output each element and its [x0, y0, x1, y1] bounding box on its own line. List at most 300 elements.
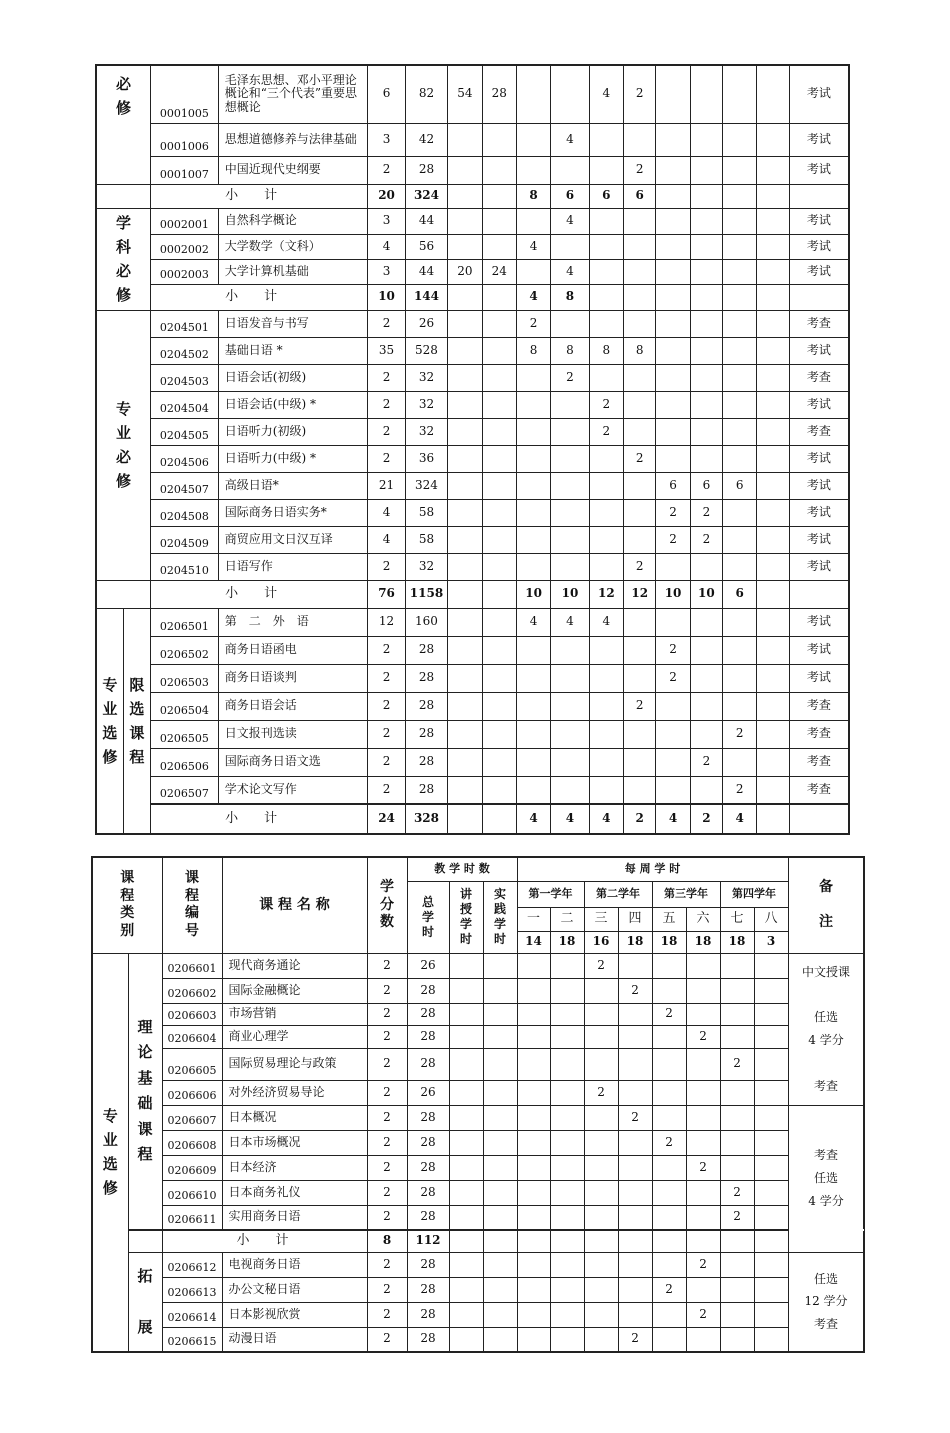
- category-label: 专 业 选 修: [92, 953, 128, 1352]
- cell-lecture: [448, 748, 482, 776]
- assessment-type: 考试: [789, 156, 849, 184]
- cell-lecture: [448, 664, 482, 692]
- cell-w5: 2: [656, 499, 690, 526]
- cell-w8: [754, 1205, 788, 1230]
- cell-total: 82: [405, 65, 447, 123]
- cell-w1: [517, 1302, 550, 1327]
- cell-lecture: [449, 953, 483, 978]
- category-label: 专 业 选 修: [96, 608, 123, 834]
- cell-w5: [656, 553, 690, 580]
- header-lecture: 讲 授 学 时: [449, 881, 483, 953]
- cell-total: 32: [405, 364, 447, 391]
- cell-w4: 2: [624, 156, 656, 184]
- cell-credit: 2: [367, 1025, 407, 1048]
- cell-w7: [723, 748, 757, 776]
- cell-w2: [551, 418, 589, 445]
- cell-w5: [656, 234, 690, 259]
- cell-total: 26: [405, 310, 447, 337]
- cell-w5: [656, 364, 690, 391]
- course-code: 0206608: [162, 1130, 222, 1155]
- cell-w4: [624, 234, 656, 259]
- subtotal-w6: 2: [690, 804, 722, 834]
- subtotal-w1: 8: [516, 184, 550, 208]
- header-year: 第三学年: [652, 881, 720, 907]
- cell-w4: 2: [618, 1105, 652, 1130]
- subtotal-empty: [550, 1230, 584, 1252]
- cell-lecture: [448, 445, 482, 472]
- subtotal-w7: [723, 184, 757, 208]
- cell-w7: [720, 1130, 754, 1155]
- cell-w4: [624, 776, 656, 804]
- cell-credit: 2: [367, 978, 407, 1003]
- cell-practice: [483, 1205, 517, 1230]
- cell-w2: [550, 1155, 584, 1180]
- subtotal-empty: [618, 1230, 652, 1252]
- subcategory-label: 理 论 基 础 课 程: [128, 953, 162, 1230]
- cell-w7: [723, 526, 757, 553]
- cell-w7: [723, 664, 757, 692]
- cell-w8: [754, 1252, 788, 1277]
- subtotal-w3: [589, 284, 623, 310]
- cell-w5: [656, 259, 690, 284]
- header-year: 第四学年: [720, 881, 788, 907]
- cell-w3: [589, 636, 623, 664]
- cell-practice: [483, 1155, 517, 1180]
- cell-w8: [757, 526, 789, 553]
- cell-w8: [757, 337, 789, 364]
- cell-w1: [516, 748, 550, 776]
- cell-credit: 21: [368, 472, 405, 499]
- header-total: 总 学 时: [407, 881, 449, 953]
- subtotal-total: 328: [405, 804, 447, 834]
- course-code: 0204510: [151, 553, 219, 580]
- cell-practice: [482, 472, 516, 499]
- header-weeks: 18: [720, 931, 754, 953]
- subtotal-w2: 4: [551, 804, 589, 834]
- header-weeks: 14: [517, 931, 550, 953]
- cell-w6: [690, 391, 722, 418]
- cell-w6: [690, 418, 722, 445]
- cell-w5: [652, 1302, 686, 1327]
- subtotal-row: [96, 580, 849, 608]
- cell-w8: [757, 310, 789, 337]
- subtotal-w5: [656, 184, 690, 208]
- cell-w1: [516, 418, 550, 445]
- subcategory-blank: [128, 1230, 162, 1252]
- cell-w2: 4: [551, 208, 589, 234]
- course-row: [92, 1180, 864, 1205]
- subtotal-lecture: [448, 804, 482, 834]
- cell-w7: [723, 156, 757, 184]
- subtotal-w8: [757, 284, 789, 310]
- cell-w1: [517, 1003, 550, 1025]
- cell-w2: [551, 310, 589, 337]
- cell-credit: 6: [368, 65, 405, 123]
- cell-lecture: [448, 337, 482, 364]
- course-name: 日语听力(中级) *: [218, 445, 368, 472]
- course-name: 第 二 外 语: [218, 608, 368, 636]
- cell-w3: [589, 445, 623, 472]
- category-blank: [96, 184, 151, 208]
- cell-w8: [754, 978, 788, 1003]
- assessment-type: 考试: [789, 445, 849, 472]
- subcategory-label: 拓 展: [128, 1252, 162, 1352]
- course-name: 市场营销: [222, 1003, 367, 1025]
- course-code: 0206610: [162, 1180, 222, 1205]
- cell-practice: [482, 499, 516, 526]
- cell-total: 28: [407, 1252, 449, 1277]
- cell-w3: [584, 1105, 618, 1130]
- cell-w8: [757, 123, 789, 156]
- cell-w7: 6: [723, 472, 757, 499]
- cell-w8: [754, 1130, 788, 1155]
- cell-total: 28: [405, 720, 447, 748]
- cell-w6: [686, 1105, 720, 1130]
- course-code: 0206603: [162, 1003, 222, 1025]
- category-label: 专 业 必 修: [96, 310, 151, 580]
- subtotal-w3: 4: [589, 804, 623, 834]
- assessment-type: 考查: [789, 692, 849, 720]
- course-code: 0002001: [151, 208, 219, 234]
- cell-w5: 6: [656, 472, 690, 499]
- subtotal-empty: [652, 1230, 686, 1252]
- cell-w7: [720, 1025, 754, 1048]
- course-row: [92, 1205, 864, 1230]
- cell-total: 36: [405, 445, 447, 472]
- cell-w3: [589, 364, 623, 391]
- course-row: [92, 1277, 864, 1302]
- cell-w6: [690, 692, 722, 720]
- cell-lecture: [448, 364, 482, 391]
- cell-w2: [550, 1105, 584, 1130]
- cell-w6: [690, 123, 722, 156]
- cell-w7: [723, 234, 757, 259]
- cell-w1: 4: [516, 234, 550, 259]
- course-name: 商业心理学: [222, 1025, 367, 1048]
- cell-total: 26: [407, 1080, 449, 1105]
- cell-w3: [584, 1252, 618, 1277]
- cell-credit: 2: [368, 156, 405, 184]
- subtotal-w2: 6: [551, 184, 589, 208]
- cell-w5: [652, 1048, 686, 1080]
- course-code: 0204509: [151, 526, 219, 553]
- cell-w7: [723, 337, 757, 364]
- cell-w6: [686, 953, 720, 978]
- header-term: 一: [517, 907, 550, 931]
- cell-w4: [624, 472, 656, 499]
- cell-w3: 2: [589, 391, 623, 418]
- course-row: [96, 337, 849, 364]
- cell-lecture: [449, 978, 483, 1003]
- cell-w8: [757, 234, 789, 259]
- subtotal-w8: [757, 804, 789, 834]
- subtotal-credit: 20: [368, 184, 405, 208]
- cell-w3: [589, 310, 623, 337]
- cell-w1: [516, 65, 550, 123]
- cell-w6: [690, 608, 722, 636]
- cell-w2: [551, 692, 589, 720]
- course-row: [96, 692, 849, 720]
- cell-practice: [482, 692, 516, 720]
- course-code: 0204507: [151, 472, 219, 499]
- cell-credit: 2: [367, 1277, 407, 1302]
- cell-lecture: [449, 1205, 483, 1230]
- cell-practice: [482, 310, 516, 337]
- subtotal-credit: 24: [368, 804, 405, 834]
- course-row: [92, 1155, 864, 1180]
- cell-w1: [516, 776, 550, 804]
- cell-total: 28: [407, 1048, 449, 1080]
- cell-w5: [656, 720, 690, 748]
- cell-lecture: [448, 553, 482, 580]
- assessment-type: 考试: [789, 664, 849, 692]
- cell-w3: [584, 1277, 618, 1302]
- cell-w8: [757, 445, 789, 472]
- cell-credit: 2: [368, 664, 405, 692]
- cell-total: 26: [407, 953, 449, 978]
- subtotal-w6: [690, 184, 722, 208]
- course-code: 0206601: [162, 953, 222, 978]
- header-category: 课 程 类 别: [92, 857, 162, 953]
- cell-w2: [550, 953, 584, 978]
- cell-w4: [624, 720, 656, 748]
- cell-w2: [550, 1130, 584, 1155]
- cell-w4: [624, 208, 656, 234]
- course-code: 0206612: [162, 1252, 222, 1277]
- cell-w5: [656, 65, 690, 123]
- course-row: [92, 1327, 864, 1352]
- cell-w4: [618, 1205, 652, 1230]
- cell-w6: 6: [690, 472, 722, 499]
- cell-w7: [720, 1105, 754, 1130]
- subtotal-w6: [690, 284, 722, 310]
- note-cell: 考查 任选 4 学分: [788, 1105, 864, 1252]
- cell-credit: 3: [368, 259, 405, 284]
- course-row: [96, 748, 849, 776]
- cell-w5: 2: [652, 1130, 686, 1155]
- cell-w3: [589, 748, 623, 776]
- cell-w6: 2: [686, 1252, 720, 1277]
- cell-w7: [723, 208, 757, 234]
- assessment-type: 考试: [789, 553, 849, 580]
- cell-w1: [516, 664, 550, 692]
- course-row: [96, 364, 849, 391]
- cell-w6: [686, 1327, 720, 1352]
- subtotal-w2: 8: [551, 284, 589, 310]
- subtotal-w2: 10: [551, 580, 589, 608]
- cell-lecture: [449, 1277, 483, 1302]
- cell-practice: [482, 636, 516, 664]
- subtotal-w4: [624, 284, 656, 310]
- course-row: [96, 472, 849, 499]
- cell-w8: [757, 748, 789, 776]
- cell-w5: 2: [652, 1003, 686, 1025]
- cell-w7: [720, 1277, 754, 1302]
- cell-w1: 2: [516, 310, 550, 337]
- course-row: [96, 234, 849, 259]
- course-name: 日本影视欣赏: [222, 1302, 367, 1327]
- header-term: 四: [618, 907, 652, 931]
- cell-w4: [624, 391, 656, 418]
- course-name: 高级日语*: [218, 472, 368, 499]
- cell-w2: 2: [551, 364, 589, 391]
- assessment-type: 考试: [789, 636, 849, 664]
- cell-w2: [550, 1080, 584, 1105]
- cell-w5: [656, 692, 690, 720]
- course-row: [96, 208, 849, 234]
- cell-w4: [624, 636, 656, 664]
- assessment-type: 考查: [789, 310, 849, 337]
- cell-lecture: [449, 1048, 483, 1080]
- cell-lecture: [448, 310, 482, 337]
- cell-lecture: [449, 1180, 483, 1205]
- course-code: 0206502: [151, 636, 219, 664]
- cell-credit: 2: [368, 391, 405, 418]
- cell-w2: [550, 1205, 584, 1230]
- cell-w8: [757, 720, 789, 748]
- course-name: 国际商务日语实务*: [218, 499, 368, 526]
- cell-w7: [723, 418, 757, 445]
- cell-w3: [589, 692, 623, 720]
- cell-practice: [483, 1105, 517, 1130]
- cell-w4: [624, 418, 656, 445]
- cell-practice: [483, 1277, 517, 1302]
- cell-w5: [652, 1080, 686, 1105]
- course-row: [92, 1302, 864, 1327]
- cell-w7: [720, 953, 754, 978]
- subtotal-w7: [723, 284, 757, 310]
- cell-w6: [690, 445, 722, 472]
- cell-w6: [690, 720, 722, 748]
- cell-w3: [589, 208, 623, 234]
- cell-w1: [516, 692, 550, 720]
- cell-credit: 2: [368, 310, 405, 337]
- cell-w8: [754, 1003, 788, 1025]
- cell-lecture: [449, 1252, 483, 1277]
- subtotal-w1: 4: [516, 804, 550, 834]
- course-code: 0204504: [151, 391, 219, 418]
- course-code: 0206501: [151, 608, 219, 636]
- course-row: [96, 65, 849, 123]
- cell-total: 28: [407, 1105, 449, 1130]
- category-blank: [96, 580, 151, 608]
- course-code: 0001006: [151, 123, 219, 156]
- cell-w4: [618, 1048, 652, 1080]
- cell-lecture: [448, 692, 482, 720]
- subtotal-w7: 6: [723, 580, 757, 608]
- cell-w6: [686, 1080, 720, 1105]
- course-code: 0206611: [162, 1205, 222, 1230]
- cell-w2: [550, 1025, 584, 1048]
- cell-credit: 2: [367, 1080, 407, 1105]
- cell-w4: [618, 1252, 652, 1277]
- cell-total: 28: [407, 1180, 449, 1205]
- course-row: [92, 1048, 864, 1080]
- cell-w7: [723, 692, 757, 720]
- cell-w3: [584, 1302, 618, 1327]
- cell-credit: 4: [368, 526, 405, 553]
- course-code: 0206614: [162, 1302, 222, 1327]
- cell-practice: [482, 337, 516, 364]
- cell-w1: [517, 1155, 550, 1180]
- header-name: 课 程 名 称: [222, 857, 367, 953]
- cell-total: 28: [407, 978, 449, 1003]
- cell-w5: [656, 418, 690, 445]
- cell-w7: 2: [723, 776, 757, 804]
- subtotal-credit: 8: [367, 1230, 407, 1252]
- assessment-type: 考试: [789, 608, 849, 636]
- cell-w1: [517, 1252, 550, 1277]
- cell-practice: [482, 608, 516, 636]
- course-row: [92, 1130, 864, 1155]
- subtotal-label: 小 计: [162, 1230, 367, 1252]
- cell-w1: [516, 445, 550, 472]
- cell-w1: [517, 1180, 550, 1205]
- cell-total: 324: [405, 472, 447, 499]
- cell-total: 58: [405, 499, 447, 526]
- subtotal-label: 小 计: [151, 184, 368, 208]
- cell-w7: [723, 310, 757, 337]
- header-term: 八: [754, 907, 788, 931]
- cell-w1: [516, 259, 550, 284]
- subtotal-empty: [449, 1230, 483, 1252]
- course-name: 办公文秘日语: [222, 1277, 367, 1302]
- course-row: [96, 310, 849, 337]
- cell-w2: [551, 391, 589, 418]
- course-name: 基础日语 *: [218, 337, 368, 364]
- cell-w2: [550, 978, 584, 1003]
- subtotal-w5: 10: [656, 580, 690, 608]
- cell-w1: [516, 391, 550, 418]
- cell-w2: [550, 1302, 584, 1327]
- cell-credit: 2: [368, 553, 405, 580]
- cell-w2: [551, 472, 589, 499]
- cell-practice: [483, 1003, 517, 1025]
- cell-w5: [652, 978, 686, 1003]
- course-code: 0206605: [162, 1048, 222, 1080]
- cell-practice: 28: [482, 65, 516, 123]
- course-code: 0002003: [151, 259, 219, 284]
- cell-w8: [757, 418, 789, 445]
- course-name: 学术论文写作: [218, 776, 368, 804]
- cell-lecture: [448, 608, 482, 636]
- course-name: 对外经济贸易导论: [222, 1080, 367, 1105]
- cell-w4: [618, 1277, 652, 1302]
- cell-w5: 2: [656, 664, 690, 692]
- course-row: [96, 526, 849, 553]
- course-name: 现代商务通论: [222, 953, 367, 978]
- cell-total: 28: [407, 1003, 449, 1025]
- cell-credit: 35: [368, 337, 405, 364]
- cell-w1: [517, 1327, 550, 1352]
- course-code: 0206506: [151, 748, 219, 776]
- cell-lecture: [449, 1130, 483, 1155]
- cell-w6: [690, 337, 722, 364]
- note-cell: 中文授课 任选 4 学分 考查: [788, 953, 864, 1105]
- subtotal-w1: 4: [516, 284, 550, 310]
- subtotal-w8: [757, 184, 789, 208]
- cell-lecture: 54: [448, 65, 482, 123]
- subtotal-w4: 2: [624, 804, 656, 834]
- subtotal-total: 324: [405, 184, 447, 208]
- cell-w1: [517, 1130, 550, 1155]
- cell-w6: [690, 234, 722, 259]
- course-row: [96, 445, 849, 472]
- cell-practice: [483, 1048, 517, 1080]
- subtotal-empty: [584, 1230, 618, 1252]
- cell-lecture: [448, 499, 482, 526]
- cell-w1: [516, 208, 550, 234]
